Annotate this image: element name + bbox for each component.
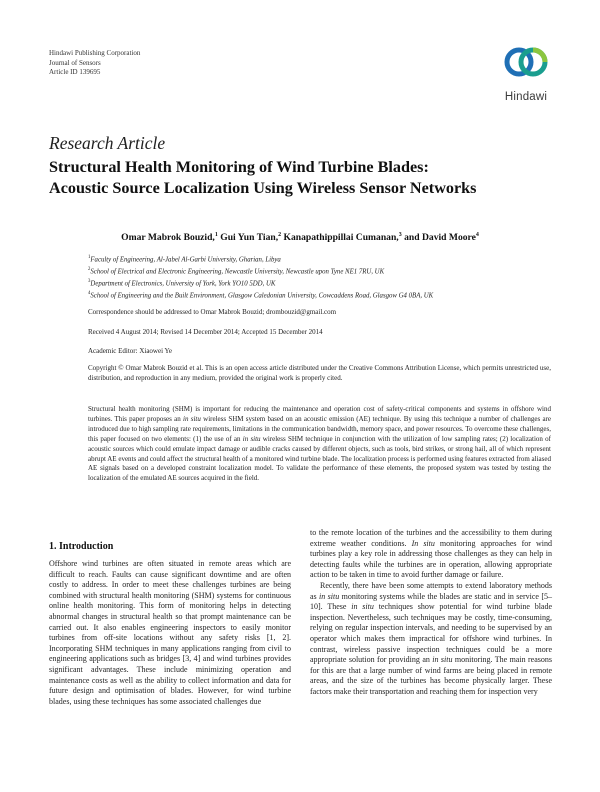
text: Recently, there have been some attempts to extend laboratory methods as (310, 580, 552, 601)
affil-text: Faculty of Engineering, Al-Jabel Al-Garbi University, Gharian, Libya (90, 256, 281, 264)
abstract-italic: in situ (242, 434, 261, 443)
abstract-text: Structural health monitoring (SHM) is important for reducing the maintenance and operation cost of safety-critical components and systems in offshore wind turbines. This paper proposes an (88, 405, 551, 423)
affil-text: Department of Electronics, University of York, York YO10 5DD, UK (90, 280, 276, 288)
text: monitoring systems while the blades are static and in service [5–10]. These (310, 591, 552, 612)
affil-text: School of Engineering and the Built Environment, Glasgow Caledonian University, Cowcaddens Road, Glasgow G4 0BA, UK (90, 292, 434, 300)
text: monitoring. The main reasons for this are that a large number of wind farms are being placed in remote areas, and the size of the turbines has become physically larger. These factors make their transportation and reaching them for inspection very (310, 655, 552, 696)
journal-name: Journal of Sensors (49, 58, 101, 67)
author-list (0, 232, 600, 243)
paper-title (49, 157, 569, 198)
italic-text: in situ (351, 602, 374, 612)
abstract-italic: in situ (183, 414, 201, 423)
italic-text: in situ (432, 655, 453, 665)
italic-text: in situ (319, 591, 340, 601)
dates: Received 4 August 2014; Revised 14 December 2014; Accepted 15 December 2014 (88, 328, 323, 336)
author-affil-marker: 2 (278, 232, 282, 238)
hindawi-logo (495, 40, 557, 106)
affiliation-4 (88, 289, 433, 300)
author-separator: and (401, 232, 422, 244)
author: Omar Mabrok Bouzid, (121, 232, 215, 244)
affil-number: 2 (88, 267, 91, 272)
affiliation-3 (88, 277, 275, 288)
copyright-notice: Copyright © Omar Mabrok Bouzid et al. This is an open access article distributed under the Creative Commons Attribution License, which permits unrestricted use, distribution, and reproduction in any medium, provided the original work is properly cited. (88, 364, 551, 382)
author-affil-marker: 4 (475, 232, 479, 238)
logo-text: Hindawi (504, 91, 548, 103)
author: Kanapathippillai Cumanan, (283, 232, 399, 244)
affil-text: School of Electrical and Electronic Engineering, Newcastle University, Newcastle upon Tyne NE1 7RU, UK (90, 268, 385, 276)
affil-number: 4 (88, 291, 91, 296)
section-heading: 1. Introduction (49, 541, 114, 552)
correspondence: Correspondence should be addressed to Omar Mabrok Bouzid; drombouzid@gmail.com (88, 308, 337, 316)
author: Gui Yun Tian, (220, 232, 279, 244)
italic-text: In situ (411, 538, 435, 548)
abstract (88, 405, 551, 484)
journal-header (49, 49, 140, 78)
title-line-2: Acoustic Source Localization Using Wireless Sensor Networks (49, 178, 477, 197)
article-type: Research Article (49, 133, 166, 153)
text: to the remote location of the turbines and the accessibility to them during extreme weather conditions. (310, 528, 552, 548)
abstract-text: wireless SHM system based on an acoustic emission (AE) technique. By using this technique a number of challenges are introduced due to high sampling rate requirements, limitations in the communication bandwidth, memory space, and power resources. To overcome these challenges, this paper focused on two elements: (1) the use of an (88, 414, 552, 443)
author-affil-marker: 3 (398, 232, 402, 238)
affiliation-1 (88, 253, 281, 264)
affil-number: 3 (88, 279, 91, 284)
text: techniques show potential for wind turbine blade inspection. Nevertheless, such techniques may be costly, time-consuming, relying on regular inspection intervals, and needing to be supervised by an operator which makes them impractical for offshore wind turbines. In contrast, wireless passive inspection techniques could be a more appropriate solution for providing an (310, 602, 553, 665)
affil-number: 1 (88, 255, 91, 260)
right-column (310, 528, 552, 698)
left-column (49, 559, 291, 707)
author-affil-marker: 1 (214, 232, 218, 238)
author: David Moore (421, 232, 476, 244)
paragraph: Offshore wind turbines are often situated in remote areas which are difficult to reach. Faults can cause significant downtime and are often costly to address. In order to meet these challenges turbines are being combined with structural health monitoring (SHM) systems for continuous online health monitoring. This form of monitoring helps in detecting abnormal changes in structural health so that prompt maintenance can be carried out. It also enables engineering inspectors to easily monitor turbines from off-site locations without any safety risks [1, 2]. Incorporating SHM techniques in many applications ranging from civil to engineering applications such as bridges [3, 4] and wind turbines provides significant advantages. These include minimizing operation and maintenance costs as well as the ability to collect information and data for future design and optimisation of blades. However, for wind turbine blades, using these techniques has some associated challenges due (49, 559, 291, 706)
article-id: Article ID 139695 (49, 68, 101, 77)
hindawi-rings-icon (495, 40, 557, 90)
affiliation-2 (88, 265, 384, 276)
abstract-text: wireless SHM technique in conjunction with the utilization of low sampling rates; (2) localization of acoustic sources which could emulate impact damage or audible cracks caused by different objects, such as tools, bird strikes, or strong hail, all of which represent abrupt AE events and could affect the structural health of a monitored wind turbine blade. The localization process is performed using features extracted from aliased AE signals based on a developed constraint localization model. To validate the performance of these elements, the proposed system was tested by testing the localization of the emulated AE sources acquired in the field. (88, 434, 551, 483)
publisher-name: Hindawi Publishing Corporation (49, 49, 141, 57)
text: monitoring approaches for wind turbines play a key role in addressing those challenges as they can help in detecting faults while the turbines are in operation, allowing appropriate action to be taken in time to avoid further damage or failure. (310, 538, 552, 580)
title-line-1: Structural Health Monitoring of Wind Turbine Blades: (49, 158, 429, 176)
paragraph (310, 581, 552, 698)
academic-editor: Academic Editor: Xiaowei Ye (88, 347, 172, 355)
paragraph (310, 528, 552, 581)
